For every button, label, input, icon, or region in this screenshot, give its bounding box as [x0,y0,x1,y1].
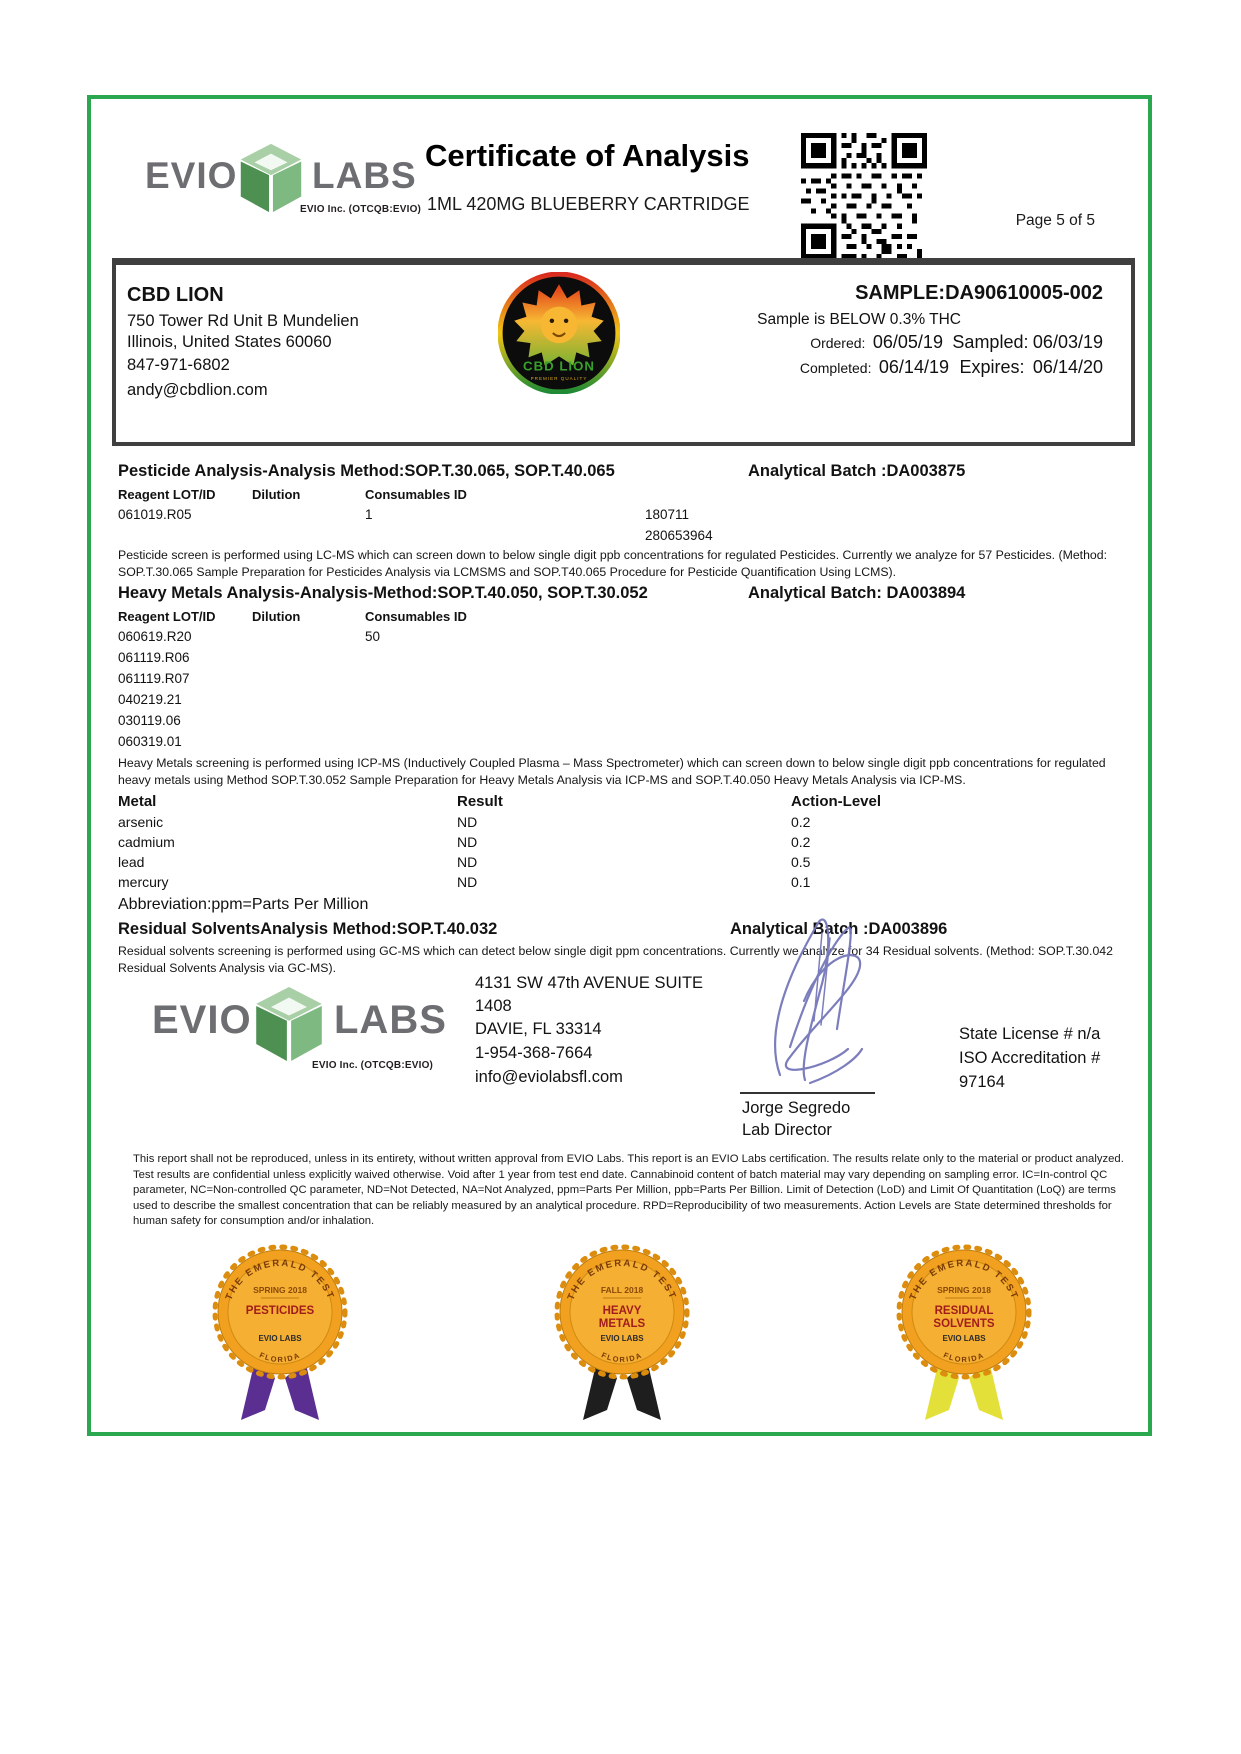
signature-scribble [752,905,887,1095]
lab-phone: 1-954-368-7664 [475,1044,593,1062]
hm-col-dilution: Dilution [252,609,301,624]
metal-action: 0.2 [791,814,811,830]
pesticide-col-dilution: Dilution [252,487,301,502]
iso-accreditation: ISO Accreditation # [959,1049,1101,1067]
badge-arc-top: THE EMERALD TEST [907,1257,1021,1302]
sampled-label: Sampled: [952,332,1029,352]
header-brand-labs: LABS [312,155,417,196]
abbreviation-note: Abbreviation:ppm=Parts Per Million [118,896,369,913]
badge-arc-bottom: FLORIDA [942,1350,986,1365]
iso-accreditation-number: 97164 [959,1073,1005,1091]
badge-label-line1: HEAVY [602,1305,642,1317]
residual-solvents-batch: Analytical Batch :DA003896 [730,920,948,938]
metal-col-action: Action-Level [791,793,882,810]
hm-row-reagent: 030119.06 [118,713,181,728]
hm-row-reagent: 060619.R20 [118,629,192,644]
legal-disclaimer: This report shall not be reproduced, unless in its entirety, without written approval from EVIO Labs. This report is an EVIO Labs certification. The results relate only to the material or product analyzed. Test results are confidential unless explicitly waived otherwise. Void after 1 year from test end date. Cannabinoid content of batch material may vary depending on sampling error. IC=In-control QC parameter, NC=Non-controlled QC parameter, ND=Not Detected, NA=Not Analyzed, ppm=Parts Per Million, ppb=Parts Per Billion. Limit of Detection (LoD) and Limit Of Quantitation (LoQ) are terms used to describe the smallest concentration that can be reliably measured by an analytical procedure. RPD=Reproducibility of two measurements. Action Levels are State determined thresholds for human safety for consumption and/or inhalation. [133,1153,1124,1228]
hm-row-reagent: 060319.01 [118,734,182,749]
header-brand-tagline: EVIO Inc. (OTCQB:EVIO) [300,204,422,215]
page-number: Page 5 of 5 [1015,212,1095,229]
metal-col-result: Result [457,793,503,810]
pesticide-consumables-value: 1 [365,507,373,522]
hm-row-reagent: 040219.21 [118,692,182,707]
badge-label-line2: SOLVENTS [933,1318,995,1330]
client-address-1: 750 Tower Rd Unit B Mundelien [127,312,359,330]
signer-title: Lab Director [742,1121,832,1139]
award-badge-pesticides [205,1240,355,1430]
ordered-label: Ordered: [810,335,866,351]
hm-row-consumables: 50 [365,629,381,644]
badge-arc-top: THE EMERALD TEST [565,1257,679,1302]
award-badge-residual-solvents [889,1240,1039,1430]
metal-result: ND [457,874,478,890]
badge-season: FALL 2018 [600,1285,644,1295]
pesticide-description: Pesticide screen is performed using LC-MS which can screen down to below single digit ppb concentrations for regulated Pesticides. Currently we analyze for 57 Pesticides. (Method: SOP.T.30.065 Sample Preparation for Pesticides Analysis via LCMSMS and SOP.T40.065 Procedure for Pesticide Quantification Using LCMS). [118,548,1108,579]
badge-arc-bottom: FLORIDA [600,1350,644,1365]
metal-col-metal: Metal [118,793,157,810]
heavy-metals-heading: Heavy Metals Analysis-Analysis-Method:SOP.T.40.050, SOP.T.30.052 [118,584,648,602]
footer-brand-labs: LABS [334,998,447,1042]
evio-cube-icon [236,140,306,218]
metal-action: 0.5 [791,854,811,870]
metal-name: mercury [118,874,169,890]
badge-org: EVIO LABS [942,1334,986,1343]
badge-org: EVIO LABS [600,1334,644,1343]
header-brand-evio: EVIO [145,155,238,196]
state-license: State License # n/a [959,1025,1101,1043]
pesticide-col-consumables: Consumables ID [365,487,467,502]
completed-value: 06/14/19 [878,357,949,377]
lab-address-3: DAVIE, FL 33314 [475,1020,602,1038]
sample-dates-line2 [603,357,1103,378]
client-name: CBD LION [127,284,224,306]
expires-label: Expires: [959,357,1025,377]
heavy-metals-description: Heavy Metals screening is performed using ICP-MS (Inductively Coupled Plasma – Mass Spectrometer) which can screen down to below single digit ppb concentrations for regulated heavy metals using Method SOP.T.30.052 Sample Preparation for Heavy Metals Analysis via ICP-MS and SOP.T.40.050 Heavy Metals Analysis via ICP-MS. [118,756,1106,787]
ordered-value: 06/05/19 [872,332,943,352]
lab-address-1: 4131 SW 47th AVENUE SUITE [475,974,704,992]
metal-name: cadmium [118,834,175,850]
metal-name: lead [118,854,145,870]
pesticide-heading: Pesticide Analysis-Analysis Method:SOP.T.30.065, SOP.T.40.065 [118,462,615,480]
pesticide-consumable-id2: 280653964 [645,528,713,543]
pesticide-consumable-id1: 180711 [645,507,690,522]
product-name: 1ML 420MG BLUEBERRY CARTRIDGE [427,194,750,214]
client-phone: 847-971-6802 [127,356,230,374]
hm-col-consumables: Consumables ID [365,609,467,624]
badge-arc-top: THE EMERALD TEST [223,1257,337,1302]
lab-email: info@eviolabsfl.com [475,1068,623,1086]
pesticide-col-reagent: Reagent LOT/ID [118,487,216,502]
metal-action: 0.2 [791,834,811,850]
sample-thc-note: Sample is BELOW 0.3% THC [757,311,961,328]
hm-col-reagent: Reagent LOT/ID [118,609,216,624]
badge-season: SPRING 2018 [937,1285,991,1295]
pesticide-reagent-value: 061019.R05 [118,507,192,522]
badge-label-line1: RESIDUAL [934,1305,994,1317]
footer-brand-evio: EVIO [152,998,252,1042]
award-badge-heavy-metals [547,1240,697,1430]
residual-solvents-description: Residual solvents screening is performed using GC-MS which can detect below single digit ppm concentrations. Currently we analyze for 34 Residual solvents. (Method: SOP.T.30.042 Residual Solvents Analysis via GC-MS). [118,944,1113,975]
sampled-value: 06/03/19 [1032,332,1103,352]
sample-id: SAMPLE:DA90610005-002 [855,282,1103,304]
signature-line [740,1092,875,1094]
page-title: Certificate of Analysis [425,138,750,173]
sample-dates-line1 [603,332,1103,353]
badge-label-line2: METALS [598,1318,646,1330]
hm-row-reagent: 061119.R06 [118,650,190,665]
residual-solvents-heading: Residual SolventsAnalysis Method:SOP.T.40.032 [118,920,498,938]
footer-brand-tagline: EVIO Inc. (OTCQB:EVIO) [312,1060,434,1071]
client-address-2: Illinois, United States 60060 [127,333,332,351]
signer-name: Jorge Segredo [742,1099,851,1117]
qr-code [801,133,927,259]
hm-row-reagent: 061119.R07 [118,671,190,686]
badge-arc-bottom: FLORIDA [258,1350,302,1365]
badge-season: SPRING 2018 [253,1285,307,1295]
client-email: andy@cbdlion.com [127,381,268,399]
metal-result: ND [457,814,478,830]
cbd-lion-logo [498,272,620,394]
metal-action: 0.1 [791,874,811,890]
expires-value: 06/14/20 [1032,357,1103,377]
metal-name: arsenic [118,814,164,830]
cbd-lion-logo-text: CBD LION [523,358,595,374]
cbd-lion-logo-tagline: PREMIER QUALITY [530,375,588,381]
completed-label: Completed: [799,360,872,376]
pesticide-batch: Analytical Batch :DA003875 [748,462,966,480]
heavy-metals-batch: Analytical Batch: DA003894 [748,584,966,602]
metal-result: ND [457,854,478,870]
evio-cube-icon [252,982,326,1068]
metal-result: ND [457,834,478,850]
badge-label-line1: PESTICIDES [245,1305,315,1317]
badge-org: EVIO LABS [258,1334,302,1343]
lab-address-2: 1408 [475,997,512,1015]
